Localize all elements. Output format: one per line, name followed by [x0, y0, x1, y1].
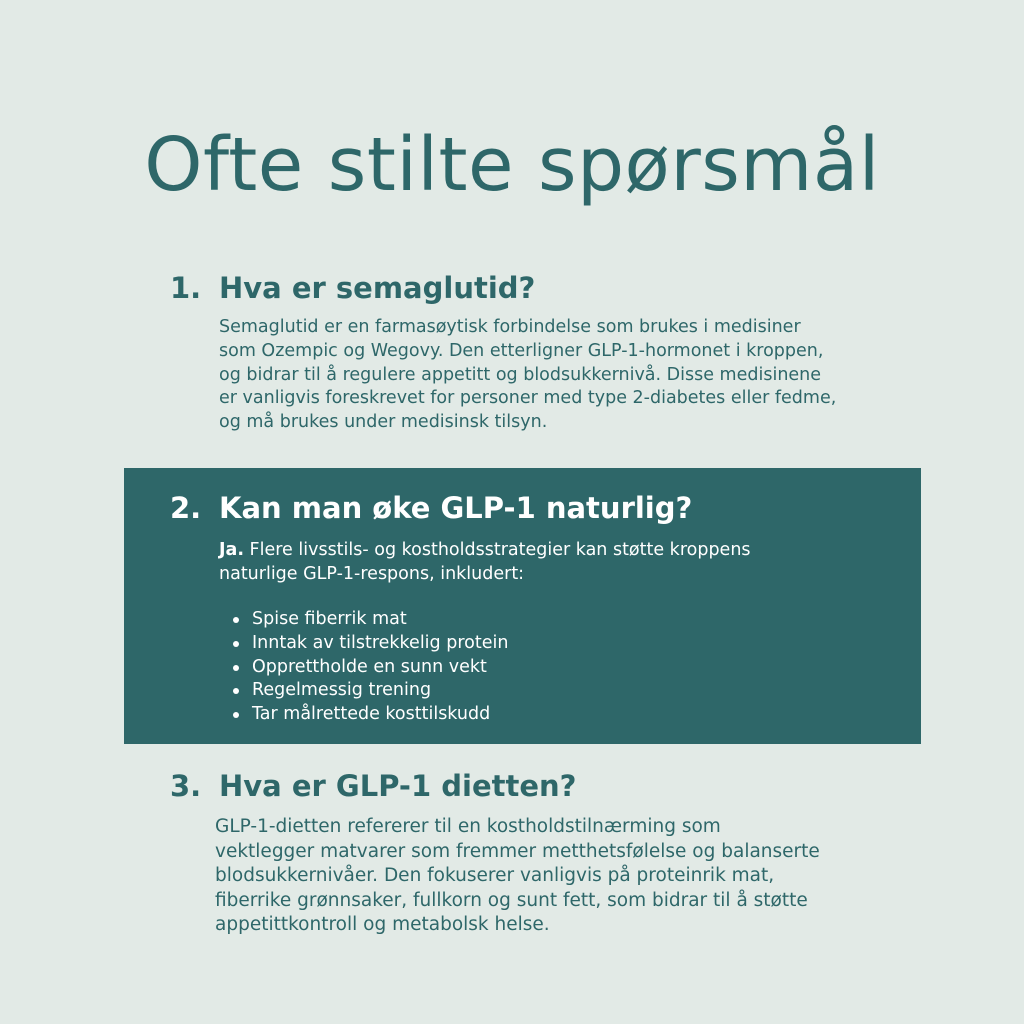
faq-question: Hva er semaglutid? [219, 271, 536, 305]
faq-answer [219, 539, 939, 587]
faq-question: Hva er GLP-1 dietten? [219, 769, 577, 803]
faq-question-row [0, 266, 1024, 310]
faq-question: Kan man øke GLP-1 naturlig? [219, 491, 693, 525]
answer-text: Flere livsstils- og kostholdsstrategier kan støtte kroppens [243, 540, 751, 560]
faq-answer [215, 815, 945, 938]
answer-line [219, 539, 939, 563]
list-item [233, 703, 508, 727]
faq-question-row [0, 764, 1024, 808]
bullet-dot-icon [233, 665, 239, 671]
list-item [233, 608, 508, 632]
faq-answer [219, 316, 939, 435]
answer-line: er vanligvis foreskrevet for personer med type 2-diabetes eller fedme, [219, 388, 837, 409]
answer-line: blodsukkernivåer. Den fokuserer vanligvis på proteinrik mat, [215, 865, 775, 887]
bullet-list [233, 608, 508, 727]
bullet-dot-icon [233, 712, 239, 718]
faq-number: 2. [170, 491, 202, 525]
answer-line: Semaglutid er en farmasøytisk forbindelse som brukes i medisiner [219, 317, 801, 337]
answer-line: naturlige GLP-1-respons, inkludert: [219, 563, 525, 584]
faq-question-row [0, 486, 1024, 530]
answer-line: GLP-1-dietten refererer til en kostholdstilnærming som [215, 816, 721, 837]
bullet-dot-icon [233, 641, 239, 647]
page-title: Ofte stilte spørsmål [144, 122, 880, 208]
answer-line: vektlegger matvarer som fremmer metthetsfølelse og balanserte [215, 840, 820, 862]
list-item-text: Spise fiberrik mat [252, 609, 407, 629]
answer-line: som Ozempic og Wegovy. Den etterligner GLP-1-hormonet i kroppen, [219, 340, 824, 361]
bullet-dot-icon [233, 617, 239, 623]
faq-number: 3. [170, 769, 202, 803]
faq-number: 1. [170, 271, 202, 305]
list-item-text: Inntak av tilstrekkelig protein [252, 632, 509, 653]
answer-lead: Ja. [219, 540, 244, 560]
list-item [233, 679, 508, 703]
list-item [233, 632, 508, 656]
answer-line: appetittkontroll og metabolsk helse. [215, 914, 550, 936]
list-item [233, 656, 508, 680]
answer-line: og bidrar til å regulere appetitt og blodsukkernivå. Disse medisinene [219, 364, 822, 385]
answer-line: fiberrike grønnsaker, fullkorn og sunt fett, som bidrar til å støtte [215, 889, 808, 911]
list-item-text: Opprettholde en sunn vekt [252, 656, 487, 677]
bullet-dot-icon [233, 688, 239, 694]
list-item-text: Regelmessig trening [252, 680, 432, 701]
list-item-text: Tar målrettede kosttilskudd [252, 704, 491, 725]
answer-line: og må brukes under medisinsk tilsyn. [219, 412, 548, 433]
